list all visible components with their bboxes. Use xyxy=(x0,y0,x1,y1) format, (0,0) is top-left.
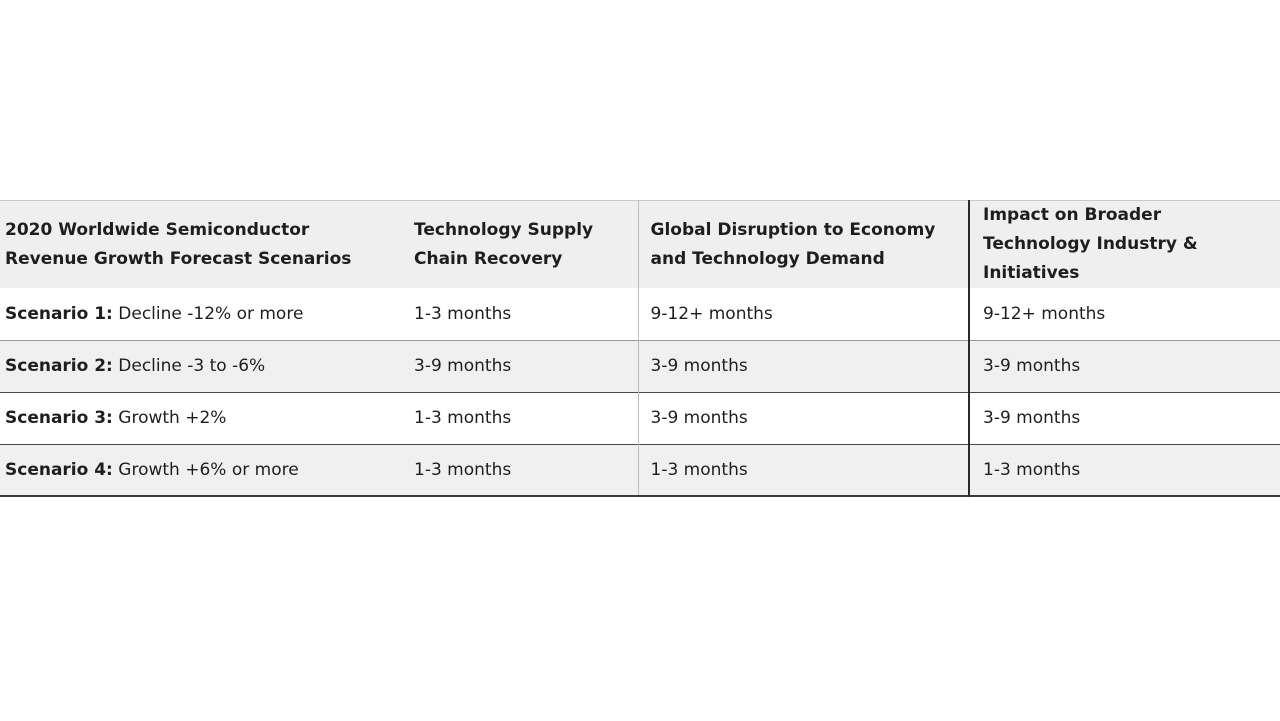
scenario-cell xyxy=(0,340,405,392)
table-row xyxy=(0,392,1280,444)
header-global-disruption: Global Disruption to Economy and Technology Demand xyxy=(638,201,969,289)
scenario-label: Scenario 4: xyxy=(5,459,113,480)
table-header-row xyxy=(0,201,1280,289)
scenario-cell xyxy=(0,444,405,496)
disruption-cell: 3-9 months xyxy=(638,340,969,392)
supply-chain-cell: 1-3 months xyxy=(414,408,512,428)
header-forecast-scenarios: 2020 Worldwide Semiconductor Revenue Growth Forecast Scenarios xyxy=(5,219,352,269)
table-row xyxy=(0,340,1280,392)
scenario-description: Growth +2% xyxy=(112,408,227,428)
scenario-label: Scenario 1: xyxy=(5,303,113,324)
forecast-scenarios-table xyxy=(0,200,1280,497)
impact-cell: 1-3 months xyxy=(969,444,1280,496)
disruption-cell: 1-3 months xyxy=(638,444,969,496)
impact-cell: 9-12+ months xyxy=(969,288,1280,340)
scenario-label: Scenario 3: xyxy=(5,408,113,428)
header-supply-chain-recovery: Technology Supply Chain Recovery xyxy=(414,219,594,269)
header-broader-impact: Impact on Broader Technology Industry & Initiatives xyxy=(969,201,1280,289)
scenario-description: Growth +6% or more xyxy=(112,459,299,480)
impact-cell: 3-9 months xyxy=(969,392,1280,444)
scenario-cell xyxy=(0,392,405,444)
scenario-label: Scenario 2: xyxy=(5,356,113,376)
supply-chain-cell: 1-3 months xyxy=(414,459,512,480)
scenario-description: Decline -12% or more xyxy=(112,303,304,324)
table-row xyxy=(0,288,1280,340)
scenario-cell xyxy=(0,288,405,340)
scenario-description: Decline -3 to -6% xyxy=(112,356,266,376)
supply-chain-cell: 1-3 months xyxy=(414,303,512,324)
disruption-cell: 9-12+ months xyxy=(638,288,969,340)
disruption-cell: 3-9 months xyxy=(638,392,969,444)
forecast-table-container xyxy=(0,200,1280,497)
supply-chain-cell: 3-9 months xyxy=(414,356,512,376)
table-row xyxy=(0,444,1280,496)
impact-cell: 3-9 months xyxy=(969,340,1280,392)
